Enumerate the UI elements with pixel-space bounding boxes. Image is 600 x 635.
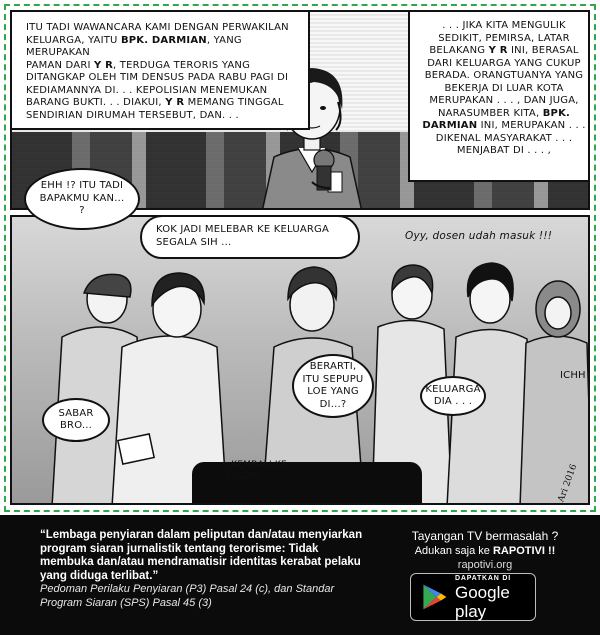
bubble-text: BERARTI, ITU SEPUPU LOE YANG DI...?: [302, 361, 364, 410]
speech-bubble-ehh: [24, 168, 140, 230]
signature-text: Ari 2016: [556, 463, 580, 504]
gplay-big-text: Google play: [454, 582, 510, 621]
bold-name: BPK. DARMIAN: [120, 34, 207, 46]
bubble-text: Oyy, dosen udah masuk !!!: [405, 230, 553, 242]
cta-subline-text: Adukan saja ke: [414, 545, 493, 557]
brand-name: RAPOTIVI !!: [492, 545, 556, 557]
speech-bubble-sabar: [42, 398, 110, 442]
speech-bubble-reporter-right: [408, 12, 590, 182]
bubble-text: SABAR BRO...: [58, 407, 94, 431]
bubble-text-line: . . . JIKA KITA MENGULIK: [442, 20, 566, 31]
bubble-text: EHH !? ITU TADI BAPAKMU KAN... ?: [39, 180, 125, 217]
bold-initials: Y R: [488, 45, 508, 56]
speech-text-kembali: [225, 460, 305, 490]
speech-bubble-kok: [140, 215, 360, 259]
speech-text-ichh: [560, 370, 596, 386]
bubble-text: KELUARGA DIA . . .: [425, 383, 481, 407]
bubble-text-line: ITU TADI WAWANCARA KAMI DENGAN PERWAKILAN: [26, 22, 289, 33]
bubble-text: ICHH: [560, 370, 586, 381]
bubble-text-line: BELAKANG Y R INI, BERASAL: [429, 45, 579, 56]
website-link[interactable]: rapotivi.org: [457, 559, 513, 571]
bold-initials: Y R: [165, 97, 185, 108]
bubble-text-line: DITANGKAP OLEH TIM DENSUS PADA RABU PAGI DI: [26, 72, 289, 83]
speech-bubble-berarti: [292, 354, 374, 418]
bubble-text-line: KELUARGA, YAITU BPK. DARMIAN, YANG MERUPAKAN: [26, 34, 242, 58]
bubble-text-line: PAMAN DARI Y R, TERDUGA TERORIS YANG: [26, 59, 251, 71]
bubble-text-line: MERUPAKAN . . . , DAN JUGA,: [429, 95, 579, 106]
bubble-text-line: NARASUMBER KITA, BPK.: [437, 107, 571, 119]
google-play-label: [455, 574, 535, 621]
bold-name: DARMIAN: [422, 120, 478, 131]
speech-bubble-reporter-left: [12, 12, 310, 130]
bold-name: BPK.: [542, 107, 571, 119]
google-play-icon: [419, 580, 449, 614]
bubble-text-line: BEKERJA DI LUAR KOTA: [444, 82, 564, 94]
bubble-text-line: BARANG BUKTI. . . DIAKUI, Y R MEMANG TINGGAL: [26, 97, 284, 108]
cta-headline: Tayangan TV bermasalah ?: [411, 529, 559, 543]
bubble-text: ..KEMBALI KE STUDIO: [225, 460, 287, 481]
speech-bubble-keluarga: [420, 376, 486, 416]
regulation-quote: [40, 529, 370, 610]
bubble-text-line: MENJABAT DI . . . ,: [456, 145, 552, 156]
quote-reference: Pedoman Perilaku Penyiaran (P3) Pasal 24 (c), dan Standar Program Siaran (SPS) Pasal 45 (3): [40, 583, 335, 609]
gplay-small-text: DAPATKAN DI: [454, 574, 511, 582]
bubble-text-line: DARMIAN INI, MERUPAKAN . . .: [422, 120, 586, 131]
bold-initials: Y R: [94, 59, 114, 71]
bubble-text-line: BERADA. ORANGTUANYA YANG: [424, 70, 584, 81]
speech-text-oyy: [405, 230, 585, 248]
bubble-text-line: DARI KELUARGA YANG CUKUP: [427, 57, 581, 69]
google-play-badge[interactable]: [410, 573, 536, 621]
bubble-text: KOK JADI MELEBAR KE KELUARGA SEGALA SIH ...: [156, 224, 330, 248]
bubble-text-line: SEDIKIT, PEMIRSA, LATAR: [438, 32, 570, 44]
bubble-text-line: SENDIRIAN DIRUMAH TERSEBUT, DAN. . .: [26, 109, 239, 121]
cta-subline: [390, 544, 580, 558]
quote-text: “Lembaga penyiaran dalam peliputan dan/atau menyiarkan program siaran jurnalistik tentang terorisme: Tidak membuka dan/atau mendramatisir identitas kerabat pelaku yang diduga terlibat.”: [40, 529, 363, 582]
call-to-action: [390, 529, 580, 572]
bubble-text-line: KEDIAMANNYA DI. . . KEPOLISIAN MENEMUKAN: [26, 84, 268, 96]
bubble-text-line: DIKENAL MASYARAKAT . . .: [435, 132, 573, 144]
